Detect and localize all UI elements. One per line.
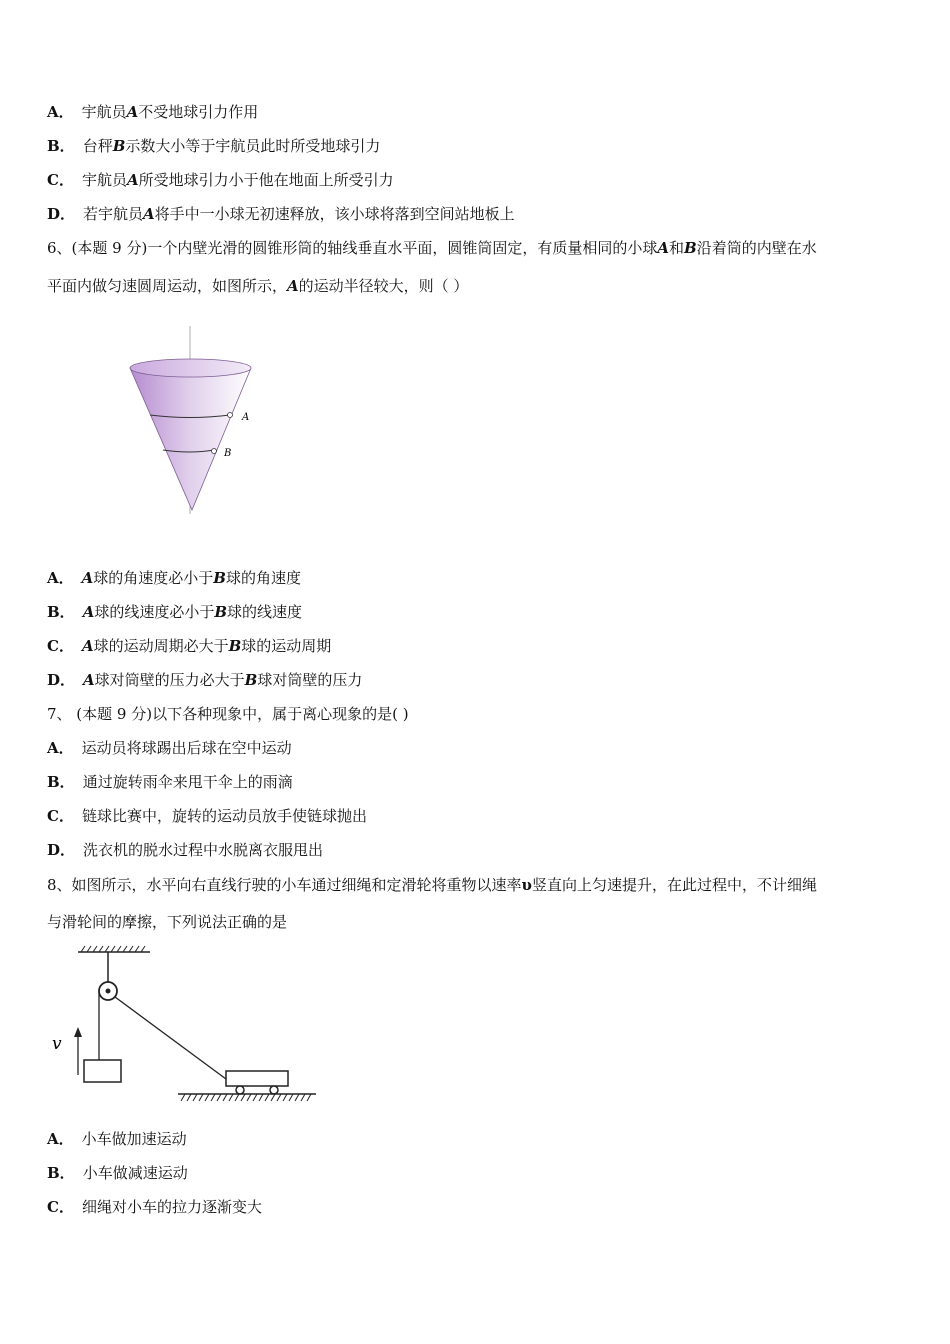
cone-rim bbox=[130, 359, 251, 377]
ball-b bbox=[212, 449, 217, 454]
cone-body bbox=[130, 368, 251, 510]
q7-option-a: A． 运动员将球踢出后球在空中运动 bbox=[47, 739, 292, 757]
arrow-head-icon bbox=[74, 1027, 82, 1037]
weight-block bbox=[84, 1060, 121, 1082]
ceiling-hatch bbox=[81, 946, 145, 952]
q6-option-d: D． A球对筒壁的压力必大于B球对筒壁的压力 bbox=[47, 671, 363, 689]
q6-option-b: B． A球的线速度必小于B球的线速度 bbox=[47, 603, 303, 621]
pulley-cart-figure bbox=[48, 945, 323, 1110]
q8-option-b: B． 小车做减速运动 bbox=[47, 1164, 188, 1182]
q5-option-c: C． 宇航员A所受地球引力小于他在地面上所受引力 bbox=[47, 171, 394, 189]
q6-option-a: A． A球的角速度必小于B球的角速度 bbox=[47, 569, 301, 587]
q5-option-d: D． 若宇航员A将手中一小球无初速释放，该小球将落到空间站地板上 bbox=[47, 205, 515, 223]
q6-stem-line1: 6、(本题 9 分)一个内壁光滑的圆锥形筒的轴线垂直水平面，圆锥筒固定，有质量相同的小球A和B沿着筒的内壁在水 bbox=[47, 239, 817, 257]
pulley-axle bbox=[106, 989, 111, 994]
cart-wheel-right bbox=[270, 1086, 278, 1094]
ball-a bbox=[228, 413, 233, 418]
velocity-label: v bbox=[52, 1034, 62, 1054]
q5-option-b: B． 台秤B示数大小等于宇航员此时所受地球引力 bbox=[47, 137, 381, 155]
cart-wheel-left bbox=[236, 1086, 244, 1094]
q7-stem: 7、 (本题 9 分)以下各种现象中，属于离心现象的是( ) bbox=[47, 705, 409, 723]
rope-diagonal bbox=[115, 997, 226, 1079]
q7-option-b: B． 通过旋转雨伞来甩干伞上的雨滴 bbox=[47, 773, 293, 791]
cone-figure bbox=[120, 322, 260, 517]
cart-body bbox=[226, 1071, 288, 1086]
q8-option-c: C． 细绳对小车的拉力逐渐变大 bbox=[47, 1198, 262, 1216]
q8-stem-line1: 8、如图所示，水平向右直线行驶的小车通过细绳和定滑轮将重物以速率υ竖直向上匀速提升，在此过程中，不计细绳 bbox=[47, 876, 817, 894]
q7-option-c: C． 链球比赛中，旋转的运动员放手使链球抛出 bbox=[47, 807, 367, 825]
q8-option-a: A． 小车做加速运动 bbox=[47, 1130, 187, 1148]
label-a: A bbox=[242, 412, 250, 423]
q6-option-c: C． A球的运动周期必大于B球的运动周期 bbox=[47, 637, 332, 655]
q5-option-a: A． 宇航员A不受地球引力作用 bbox=[47, 103, 259, 121]
ground-hatch bbox=[181, 1094, 311, 1101]
q8-stem-line2: 与滑轮间的摩擦，下列说法正确的是 bbox=[47, 913, 288, 931]
q7-option-d: D． 洗衣机的脱水过程中水脱离衣服甩出 bbox=[47, 841, 324, 859]
label-b: B bbox=[224, 448, 232, 459]
q6-stem-line2: 平面内做匀速圆周运动，如图所示，A的运动半径较大，则（ ） bbox=[47, 277, 469, 295]
